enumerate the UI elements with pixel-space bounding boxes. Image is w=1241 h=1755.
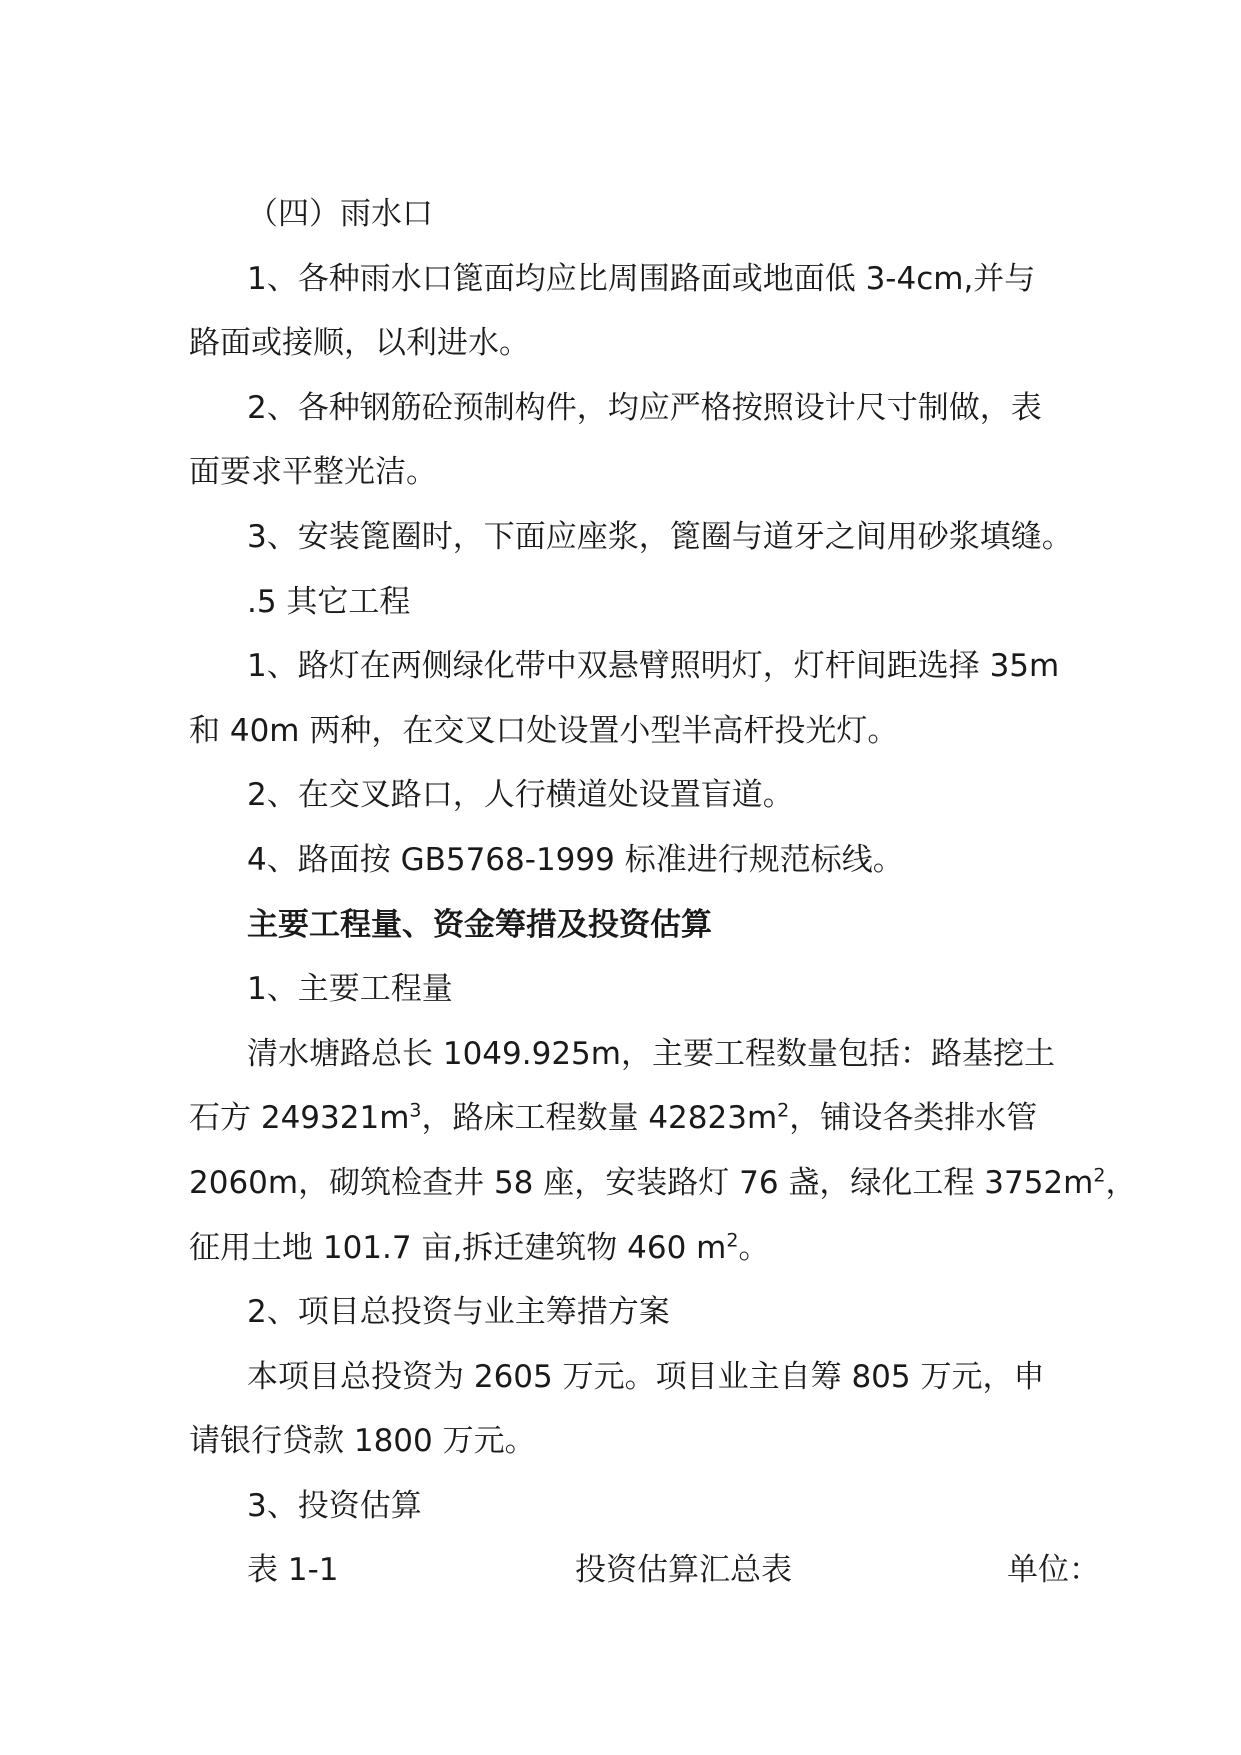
subheading: 3、投资估算 bbox=[247, 1487, 422, 1524]
paragraph-line bbox=[189, 1151, 1137, 1216]
table-unit-label: 单位： bbox=[1007, 1552, 1100, 1589]
paragraph-line: 1、路灯在两侧绿化带中双悬臂照明灯，灯杆间距选择 35m bbox=[247, 648, 1060, 685]
paragraph-line: 3、安装篦圈时，下面应座浆，篦圈与道牙之间用砂浆填缝。 bbox=[247, 518, 1073, 555]
text-run: 征用土地 101.7 亩,拆迁建筑物 460 m bbox=[189, 1229, 727, 1266]
paragraph-line bbox=[189, 1086, 1109, 1151]
superscript: 3 bbox=[409, 1099, 422, 1122]
table-caption bbox=[189, 1538, 1109, 1603]
paragraph-line: 本项目总投资为 2605 万元。项目业主自筹 805 万元，申 bbox=[247, 1358, 1045, 1395]
table-number: 表 1-1 bbox=[247, 1552, 339, 1589]
text-run: 石方 249321m bbox=[189, 1100, 410, 1137]
paragraph-line: 清水塘路总长 1049.925m，主要工程数量包括：路基挖土 bbox=[247, 1035, 1055, 1072]
section-heading-drainage: （四）雨水口 bbox=[247, 196, 433, 232]
superscript: 2 bbox=[1093, 1164, 1106, 1187]
text-run: 。 bbox=[738, 1229, 770, 1266]
text-run: ，铺设各类排水管 bbox=[789, 1100, 1038, 1137]
paragraph-line: 1、各种雨水口篦面均应比周围路面或地面低 3-4cm,并与 bbox=[247, 260, 1036, 297]
paragraph-line: 2、在交叉路口，人行横道处设置盲道。 bbox=[247, 777, 794, 814]
paragraph-line: 2、各种钢筋砼预制构件，均应严格按照设计尺寸制做，表 bbox=[247, 389, 1042, 426]
paragraph-line: 路面或接顺，以利进水。 bbox=[189, 325, 530, 362]
document-body bbox=[189, 182, 1137, 1603]
section-heading-quantities: 主要工程量、资金筹措及投资估算 bbox=[247, 906, 712, 943]
section-heading-other: .5 其它工程 bbox=[247, 583, 411, 620]
text-run: ，路床工程数量 42823m bbox=[421, 1100, 778, 1137]
paragraph-line: 4、路面按 GB5768-1999 标准进行规范标线。 bbox=[247, 841, 904, 878]
text-run: ， bbox=[1105, 1164, 1137, 1201]
paragraph-line: 请银行贷款 1800 万元。 bbox=[189, 1423, 536, 1460]
paragraph-line: 面要求平整光洁。 bbox=[189, 454, 437, 491]
superscript: 2 bbox=[726, 1229, 739, 1252]
subheading: 2、项目总投资与业主筹措方案 bbox=[247, 1294, 670, 1331]
subheading: 1、主要工程量 bbox=[247, 971, 453, 1008]
text-run: 2060m，砌筑检查井 58 座，安装路灯 76 盏，绿化工程 3752m bbox=[189, 1164, 1094, 1201]
superscript: 2 bbox=[777, 1099, 790, 1122]
table-title: 投资估算汇总表 bbox=[575, 1552, 792, 1589]
paragraph-line bbox=[189, 1216, 1109, 1281]
paragraph-line: 和 40m 两种，在交叉口处设置小型半高杆投光灯。 bbox=[189, 712, 899, 749]
